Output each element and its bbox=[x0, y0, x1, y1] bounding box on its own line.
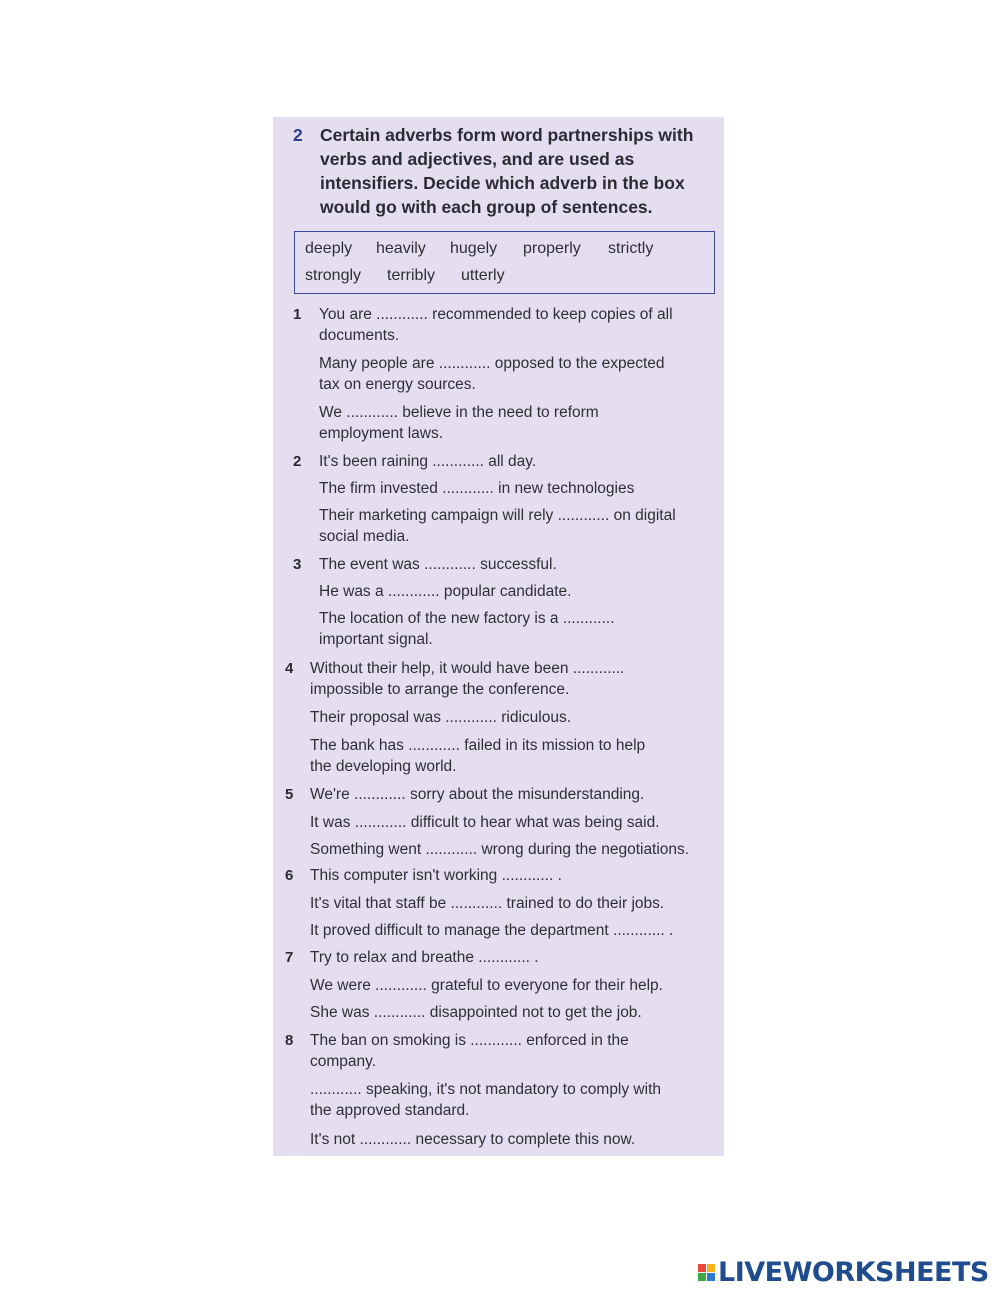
group-5-line: We're ............ sorry about the misunderstanding. bbox=[310, 786, 645, 803]
group-5-line: Something went ............ wrong during the negotiations. bbox=[310, 841, 690, 858]
group-6-line: It proved difficult to manage the department ............ . bbox=[310, 922, 674, 939]
group-8-line: The ban on smoking is ............ enforced in the bbox=[310, 1032, 629, 1049]
group-1-line: employment laws. bbox=[319, 425, 444, 442]
word-strongly: strongly bbox=[305, 267, 362, 284]
group-1-line: tax on energy sources. bbox=[319, 376, 476, 393]
liveworksheets-logo bbox=[698, 1257, 989, 1287]
group-8-line: ............ speaking, it's not mandatory to comply with bbox=[310, 1081, 661, 1098]
logo-grid-icon bbox=[698, 1264, 715, 1281]
exercise-panel bbox=[273, 117, 724, 1156]
word-box bbox=[294, 231, 715, 294]
group-4-line: Their proposal was ............ ridiculous. bbox=[310, 709, 572, 726]
word-strictly: strictly bbox=[608, 240, 654, 257]
word-heavily: heavily bbox=[376, 240, 426, 257]
group-3-line: The location of the new factory is a ............ bbox=[319, 610, 615, 627]
exercise-number: 2 bbox=[293, 125, 303, 145]
group-1-line: You are ............ recommended to keep copies of all bbox=[319, 306, 673, 323]
logo-square bbox=[707, 1273, 715, 1281]
word-utterly: utterly bbox=[461, 267, 505, 284]
group-4-line: The bank has ............ failed in its mission to help bbox=[310, 737, 646, 754]
group-4-line: the developing world. bbox=[310, 758, 457, 775]
group-5-number: 5 bbox=[285, 786, 294, 803]
word-hugely: hugely bbox=[450, 240, 498, 257]
group-4-line: Without their help, it would have been ............ bbox=[310, 660, 625, 677]
group-3-line: The event was ............ successful. bbox=[319, 556, 557, 573]
exercise-heading bbox=[293, 123, 713, 219]
group-2-line: social media. bbox=[319, 528, 410, 545]
logo-square bbox=[698, 1264, 706, 1272]
group-2-line: It's been raining ............ all day. bbox=[319, 453, 537, 470]
group-3-line: He was a ............ popular candidate. bbox=[319, 583, 572, 600]
group-2-number: 2 bbox=[293, 453, 302, 470]
group-8-number: 8 bbox=[285, 1032, 294, 1049]
group-1-number: 1 bbox=[293, 306, 302, 323]
group-4-number: 4 bbox=[285, 660, 294, 677]
group-2-line: Their marketing campaign will rely ............ on digital bbox=[319, 507, 676, 524]
group-7-line: Try to relax and breathe ............ . bbox=[310, 949, 539, 966]
word-deeply: deeply bbox=[305, 240, 353, 257]
group-8-line: It's not ............ necessary to complete this now. bbox=[310, 1131, 636, 1148]
group-1-line: We ............ believe in the need to reform bbox=[319, 404, 599, 421]
group-2-line: The firm invested ............ in new technologies bbox=[319, 480, 635, 497]
group-6-line: It's vital that staff be ............ trained to do their jobs. bbox=[310, 895, 665, 912]
group-8-line: the approved standard. bbox=[310, 1102, 470, 1119]
group-6-number: 6 bbox=[285, 867, 294, 884]
group-1-line: Many people are ............ opposed to the expected bbox=[319, 355, 665, 372]
group-7-number: 7 bbox=[285, 949, 294, 966]
word-terribly: terribly bbox=[387, 267, 436, 284]
group-8-line: company. bbox=[310, 1053, 377, 1070]
word-properly: properly bbox=[523, 240, 581, 257]
group-7-line: She was ............ disappointed not to get the job. bbox=[310, 1004, 642, 1021]
exercise-instructions: Certain adverbs form word partnerships with verbs and adjectives, and are used as intensifiers. Decide which adverb in the box would go with each group of sentences. bbox=[320, 125, 694, 217]
group-3-line: important signal. bbox=[319, 631, 433, 648]
logo-square bbox=[698, 1273, 706, 1281]
group-5-line: It was ............ difficult to hear what was being said. bbox=[310, 814, 660, 831]
group-4-line: impossible to arrange the conference. bbox=[310, 681, 570, 698]
group-3-number: 3 bbox=[293, 556, 302, 573]
logo-text: LIVEWORKSHEETS bbox=[718, 1256, 989, 1288]
group-1-line: documents. bbox=[319, 327, 400, 344]
group-7-line: We were ............ grateful to everyone for their help. bbox=[310, 977, 663, 994]
logo-square bbox=[707, 1264, 715, 1272]
group-6-line: This computer isn't working ............ . bbox=[310, 867, 562, 884]
